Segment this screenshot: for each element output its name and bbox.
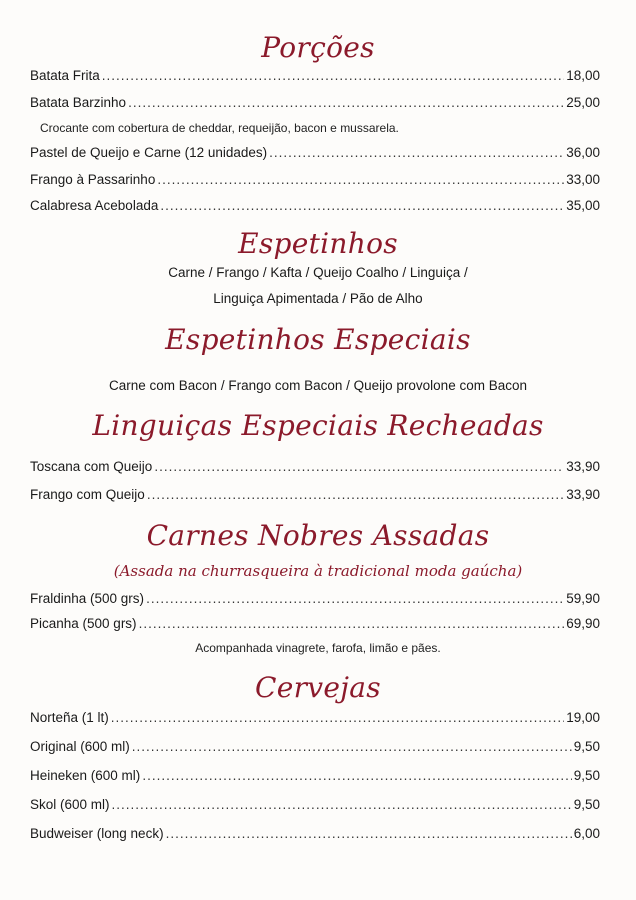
espetinhos-line-2: Linguiça Apimentada / Pão de Alho — [213, 291, 423, 306]
menu-item — [30, 614, 600, 634]
menu-item — [30, 196, 600, 216]
section-title-espetinhos: Espetinhos — [238, 227, 398, 260]
item-name: Frango à Passarinho — [30, 172, 156, 187]
item-price: 18,00 — [566, 68, 600, 83]
menu-item — [30, 66, 600, 86]
item-price: 36,00 — [566, 145, 600, 160]
menu-item — [30, 457, 600, 477]
item-price: 33,90 — [566, 459, 600, 474]
item-name: Budweiser (long neck) — [30, 826, 164, 841]
item-price: 59,90 — [566, 591, 600, 606]
section-title-linguicas: Linguiças Especiais Recheadas — [92, 409, 544, 442]
item-price: 33,90 — [566, 487, 600, 502]
menu-item — [30, 766, 600, 786]
menu-item — [30, 93, 600, 113]
leader-dots — [146, 589, 564, 609]
menu-item — [30, 589, 600, 609]
item-price: 9,50 — [573, 797, 600, 812]
item-price: 9,50 — [573, 768, 600, 783]
item-name: Batata Barzinho — [30, 95, 127, 110]
item-name: Picanha (500 grs) — [30, 616, 137, 631]
item-name: Batata Frita — [30, 68, 100, 83]
leader-dots — [160, 196, 564, 216]
menu-item — [30, 485, 600, 505]
item-note: Acompanhada vinagrete, farofa, limão e pães. — [195, 641, 441, 655]
menu-item — [30, 795, 600, 815]
item-name: Fraldinha (500 grs) — [30, 591, 145, 606]
item-name: Heineken (600 ml) — [30, 768, 141, 783]
leader-dots — [157, 170, 564, 190]
item-price: 25,00 — [566, 95, 600, 110]
leader-dots — [154, 457, 564, 477]
item-name: Original (600 ml) — [30, 739, 130, 754]
leader-dots — [166, 824, 572, 844]
leader-dots — [139, 614, 565, 634]
item-price: 69,90 — [566, 616, 600, 631]
item-name: Calabresa Acebolada — [30, 198, 159, 213]
leader-dots — [112, 795, 572, 815]
section-title-porcoes: Porções — [261, 31, 375, 64]
leader-dots — [102, 66, 564, 86]
leader-dots — [147, 485, 564, 505]
leader-dots — [142, 766, 571, 786]
section-title-carnes: Carnes Nobres Assadas — [146, 519, 490, 552]
item-name: Pastel de Queijo e Carne (12 unidades) — [30, 145, 268, 160]
item-name: Norteña (1 lt) — [30, 710, 109, 725]
item-name: Frango com Queijo — [30, 487, 145, 502]
section-subtitle-carnes: (Assada na churrasqueira à tradicional moda gaúcha) — [113, 562, 523, 580]
item-price: 9,50 — [573, 739, 600, 754]
menu-item — [30, 708, 600, 728]
item-price: 6,00 — [573, 826, 600, 841]
section-title-espetinhos-especiais: Espetinhos Especiais — [165, 323, 471, 356]
espetinhos-line-1: Carne / Frango / Kafta / Queijo Coalho / Linguiça / — [168, 265, 468, 280]
leader-dots — [111, 708, 564, 728]
leader-dots — [128, 93, 564, 113]
item-name: Toscana com Queijo — [30, 459, 153, 474]
item-price: 35,00 — [566, 198, 600, 213]
menu-item — [30, 143, 600, 163]
item-price: 33,00 — [566, 172, 600, 187]
espetinhos-especiais-line: Carne com Bacon / Frango com Bacon / Queijo provolone com Bacon — [109, 378, 527, 393]
item-note: Crocante com cobertura de cheddar, requeijão, bacon e mussarela. — [40, 121, 399, 135]
menu-item — [30, 737, 600, 757]
leader-dots — [132, 737, 572, 757]
menu-item — [30, 170, 600, 190]
item-price: 19,00 — [566, 710, 600, 725]
item-name: Skol (600 ml) — [30, 797, 110, 812]
section-title-cervejas: Cervejas — [255, 671, 381, 704]
leader-dots — [269, 143, 564, 163]
menu-item — [30, 824, 600, 844]
